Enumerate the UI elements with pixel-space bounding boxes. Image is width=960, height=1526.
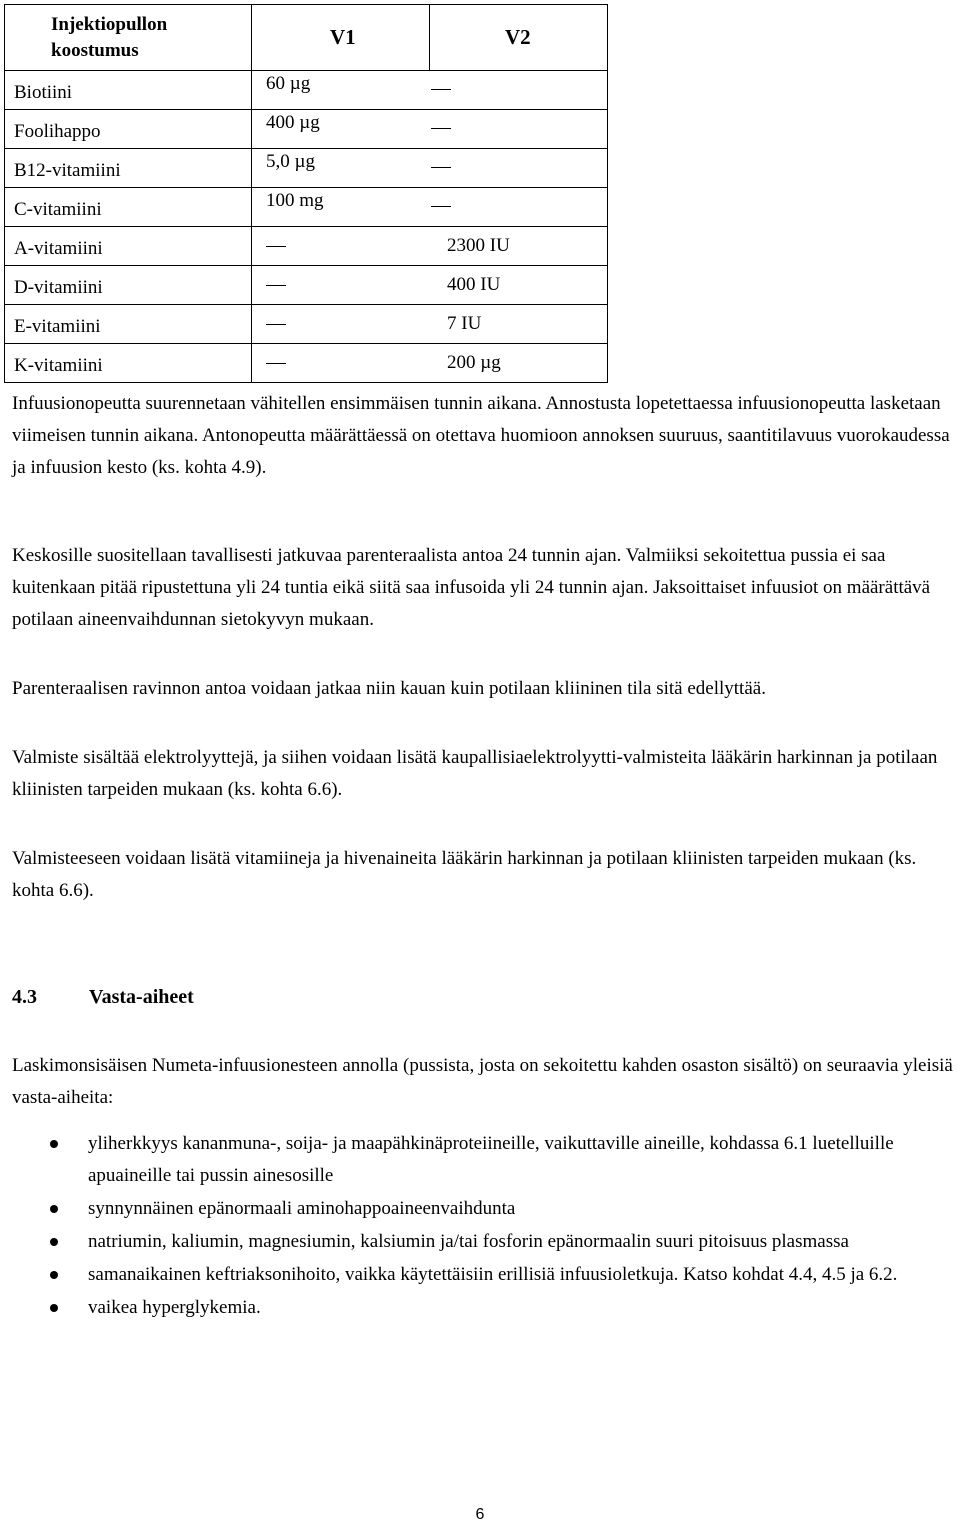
dash-mark <box>266 324 286 325</box>
row-v1-value: 100 mg <box>266 190 324 211</box>
row-v2-value: 400 IU <box>447 274 501 295</box>
row-name: K-vitamiini <box>5 344 252 383</box>
header-v1: V1 <box>252 5 430 71</box>
section-number: 4.3 <box>12 986 37 1008</box>
row-name: Foolihappo <box>5 110 252 149</box>
dash-mark <box>266 246 286 247</box>
row-v1-value: 60 µg <box>266 73 311 94</box>
list-item <box>12 1292 960 1324</box>
row-name: E-vitamiini <box>5 305 252 344</box>
row-v2-value: 2300 IU <box>447 235 510 256</box>
vitamin-composition-table <box>4 4 608 383</box>
row-name: B12-vitamiini <box>5 149 252 188</box>
row-values <box>252 149 608 188</box>
paragraph-infusion-rate: Infuusionopeutta suurennetaan vähitellen ensimmäisen tunnin aikana. Annostusta lopetettaessa infuusionopeutta lasketaan viimeisen tunnin aikana. Antonopeutta määrättäessä on otettava huomioon annoksen suuruus, saantitilavuus vuorokaudessa ja infuusion kesto (ks. kohta 4.9). <box>12 393 950 478</box>
table-row <box>5 188 608 227</box>
row-name: C-vitamiini <box>5 188 252 227</box>
paragraph-premature-infants: Keskosille suositellaan tavallisesti jatkuvaa parenteraalista antoa 24 tunnin ajan. Valmiiksi sekoitettua pussia ei saa kuitenkaan pitää ripustettuna yli 24 tuntia eikä siitä saa infusoida yli 24 tunnin ajan. Jaksoittaiset infuusiot on määrättävä potilaan aineenvaihdunnan sietokyvyn mukaan. <box>12 545 931 630</box>
list-item <box>12 1193 960 1225</box>
page-number: 6 <box>475 1506 485 1523</box>
row-name: A-vitamiini <box>5 227 252 266</box>
table-row <box>5 110 608 149</box>
paragraph-vitamins: Valmisteeseen voidaan lisätä vitamiineja ja hivenaineita lääkärin harkinnan ja potilaan kliinisten tarpeiden mukaan (ks. kohta 6.6). <box>12 848 917 901</box>
row-values <box>252 110 608 149</box>
row-values <box>252 71 608 110</box>
contraindications-list <box>12 1128 960 1325</box>
section-heading <box>12 986 194 1009</box>
row-name: D-vitamiini <box>5 266 252 305</box>
header-v2: V2 <box>430 5 608 71</box>
contraindications-intro: Laskimonsisäisen Numeta-infuusionesteen annolla (pussista, josta on sekoitettu kahden osaston sisältö) on seuraavia yleisiä vasta-aiheita: <box>12 1055 953 1108</box>
dash-mark <box>266 285 286 286</box>
table-row <box>5 71 608 110</box>
bullet-icon <box>50 1205 58 1213</box>
paragraph-electrolytes: Valmiste sisältää elektrolyyttejä, ja siihen voidaan lisätä kaupallisiaelektrolyytti-valmisteita lääkärin harkinnan ja potilaan kliinisten tarpeiden mukaan (ks. kohta 6.6). <box>12 747 938 800</box>
list-item-text: synnynnäinen epänormaali aminohappoaineenvaihdunta <box>88 1198 516 1219</box>
bullet-icon <box>50 1271 58 1279</box>
table-row <box>5 344 608 383</box>
row-v1-value: 5,0 µg <box>266 151 315 172</box>
bullet-icon <box>50 1238 58 1246</box>
section-title: Vasta-aiheet <box>89 986 194 1008</box>
row-name: Biotiini <box>5 71 252 110</box>
bullet-icon <box>50 1140 58 1148</box>
list-item <box>12 1226 960 1258</box>
row-v2-value: 200 µg <box>447 352 501 373</box>
row-v1-value: 400 µg <box>266 112 320 133</box>
table-row <box>5 266 608 305</box>
row-values <box>252 266 608 305</box>
list-item-text: natriumin, kaliumin, magnesiumin, kalsiumin ja/tai fosforin epänormaalin suuri pitoisuus plasmassa <box>88 1231 849 1252</box>
row-values <box>252 305 608 344</box>
paragraph-continuation: Parenteraalisen ravinnon antoa voidaan jatkaa niin kauan kuin potilaan kliininen tila sitä edellyttää. <box>12 678 766 699</box>
list-item <box>12 1259 960 1291</box>
header-composition: Injektiopullon koostumus <box>5 5 252 71</box>
row-values <box>252 227 608 266</box>
list-item-text: vaikea hyperglykemia. <box>88 1297 261 1318</box>
list-item-text: yliherkkyys kananmuna-, soija- ja maapähkinäproteiineille, vaikuttaville aineille, kohdassa 6.1 luetelluille apuaineille tai pussin ainesosille <box>88 1133 894 1186</box>
row-values <box>252 344 608 383</box>
row-values <box>252 188 608 227</box>
table-header-row <box>5 5 608 71</box>
row-v2-value: 7 IU <box>447 313 482 334</box>
table-row <box>5 227 608 266</box>
bullet-icon <box>50 1304 58 1312</box>
table-row <box>5 305 608 344</box>
list-item <box>12 1128 960 1192</box>
table-row <box>5 149 608 188</box>
dash-mark <box>266 363 286 364</box>
list-item-text: samanaikainen keftriaksonihoito, vaikka käytettäisiin erillisiä infuusioletkuja. Katso kohdat 4.4, 4.5 ja 6.2. <box>88 1264 898 1285</box>
